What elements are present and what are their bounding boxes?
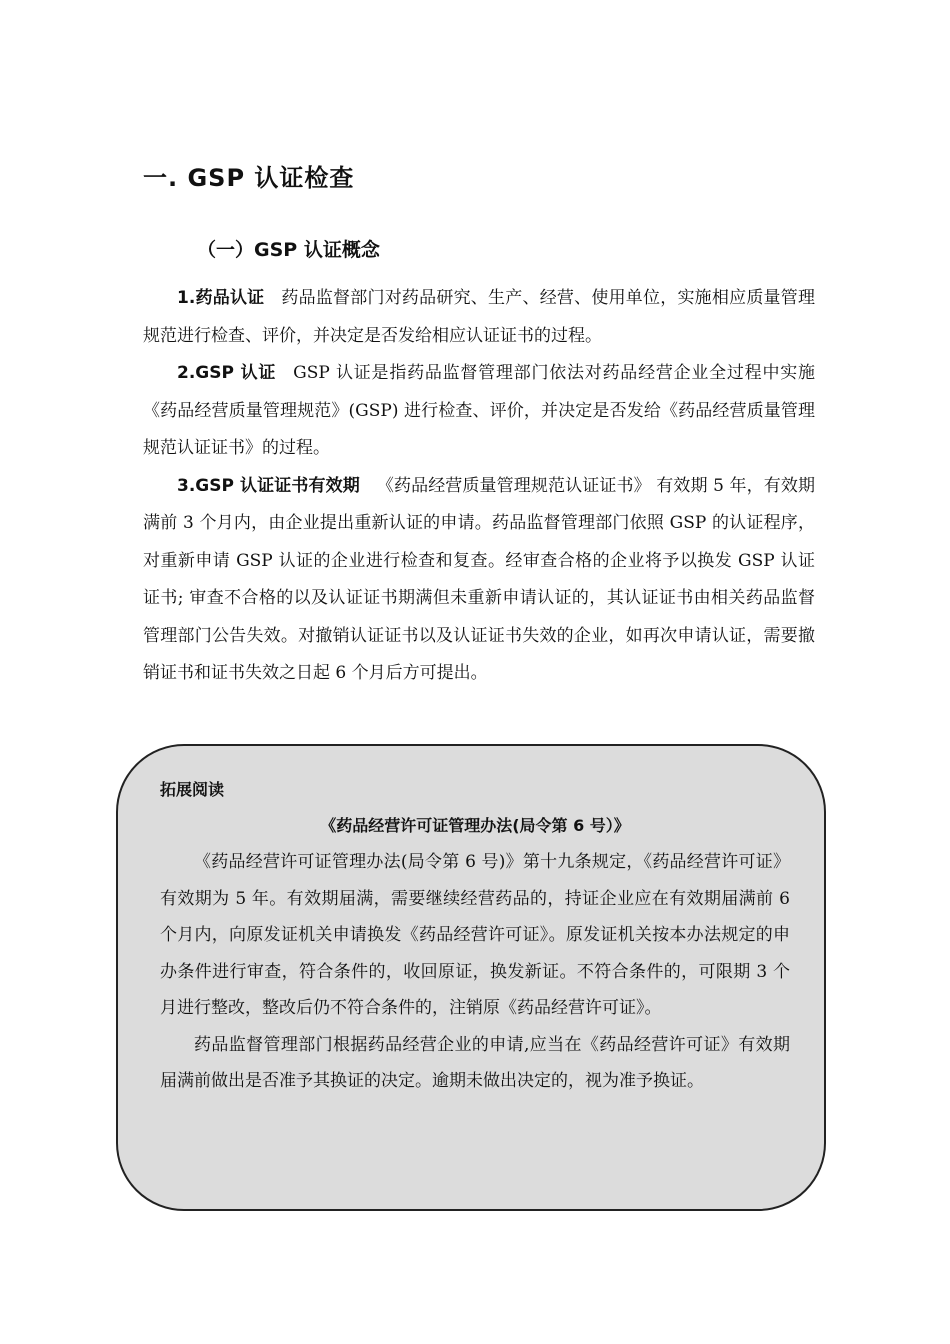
extended-reading-content — [160, 772, 790, 1100]
body-text — [143, 280, 815, 693]
paragraph-term: 3.GSP 认证证书有效期 — [177, 475, 360, 496]
paragraph-text: GSP 认证是指药品监督管理部门依法对药品经营企业全过程中实施《药品经营质量管理规范》(GSP) 进行检查、评价，并决定是否发给《药品经营质量管理规范认证证书》的过程。 — [143, 363, 815, 458]
paragraph-text: 《药品经营质量管理规范认证证书》 有效期 5 年，有效期满前 3 个月内，由企业提出重新认证的申请。药品监督管理部门依照 GSP 的认证程序，对重新申请 GSP 认证的企业进行检查和复查。经审查合格的企业将予以换发 GSP 认证证书; 审查不合格的以及认证证书期满但未重新申请认证的，其认证证书由相关药品监督管理部门公告失效。对撤销认证证书以及认证证书失效的企业，如再次申请认证，需要撤销证书和证书失效之日起 6 个月后方可提出。 — [143, 475, 815, 683]
section-heading: 一. GSP 认证检查 — [143, 164, 355, 192]
paragraph-term: 2.GSP 认证 — [177, 363, 277, 383]
extended-reading-box — [116, 744, 826, 1211]
extended-reading-label: 拓展阅读 — [160, 780, 225, 799]
extended-reading-paragraph: 药品监督管理部门根据药品经营企业的申请,应当在《药品经营许可证》有效期届满前做出是否准予其换证的决定。逾期未做出决定的，视为准予换证。 — [160, 1034, 790, 1091]
subsection-heading: （一）GSP 认证概念 — [197, 239, 380, 261]
extended-reading-title: 《药品经营许可证管理办法(局令第 6 号）》 — [320, 816, 630, 835]
paragraph-term: 1.药品认证 — [177, 288, 265, 308]
paragraph-drug-certification — [143, 280, 815, 355]
extended-reading-paragraph: 《药品经营许可证管理办法(局令第 6 号)》第十九条规定，《药品经营许可证》有效期为 5 年。有效期届满，需要继续经营药品的，持证企业应在有效期届满前 6 个月内，向原发证机关申请换发《药品经营许可证》。原发证机关按本办法规定的申办条件进行审查，符合条件的，收回原证，换发新证。不符合条件的，可限期 3 个月进行整改，整改后仍不符合条件的，注销原《药品经营许可证》。 — [160, 852, 790, 1018]
paragraph-gsp-certification — [143, 355, 815, 468]
paragraph-text: 药品监督部门对药品研究、生产、经营、使用单位，实施相应质量管理规范进行检查、评价，并决定是否发给相应认证证书的过程。 — [143, 288, 815, 346]
paragraph-certificate-validity — [143, 468, 815, 693]
